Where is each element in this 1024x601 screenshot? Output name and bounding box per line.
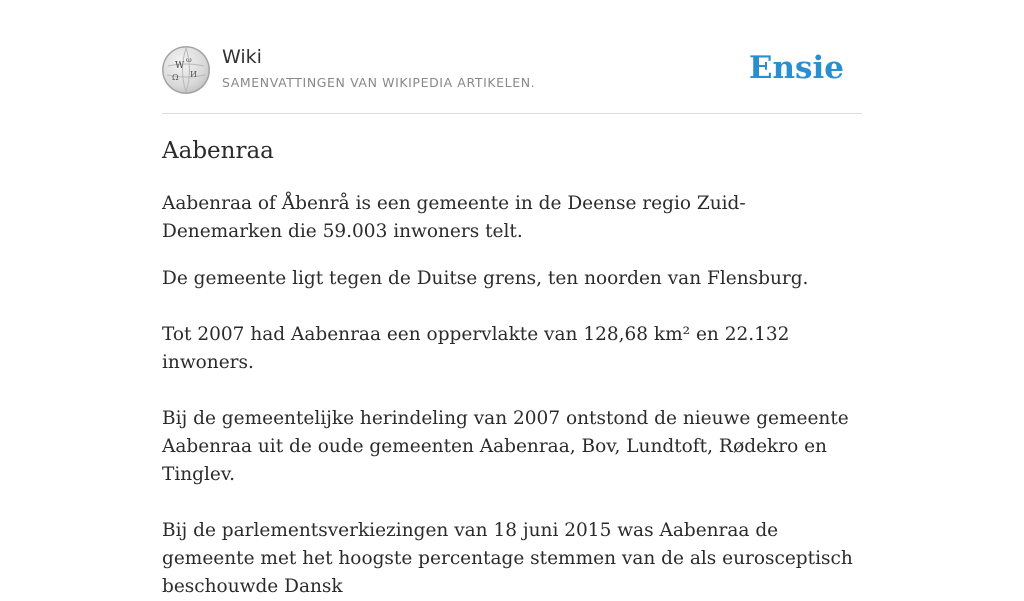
article-paragraph-1: Aabenraa of Åbenrå is een gemeente in de Deense regio Zuid-Denemarken die 59.003 inwoners telt. [162, 193, 746, 242]
wikipedia-globe-icon[interactable] [162, 46, 210, 94]
article-paragraph-2: De gemeente ligt tegen de Duitse grens, ten noorden van Flensburg. [162, 268, 809, 289]
header-divider [162, 113, 862, 114]
svg-text:W: W [175, 61, 185, 71]
ensie-logo-link[interactable]: Ensie [748, 50, 844, 86]
svg-text:ω: ω [186, 56, 192, 64]
site-header [162, 46, 862, 114]
article-body [162, 190, 862, 601]
site-subtitle: SAMENVATTINGEN VAN WIKIPEDIA ARTIKELEN. [222, 75, 536, 90]
article-paragraph-5: Bij de parlementsverkiezingen van 18 juni 2015 was Aabenraa de gemeente met het hoogste percentage stemmen van de als eurosceptisch beschouwde Dansk [162, 520, 853, 597]
article-title: Aabenraa [162, 138, 274, 164]
site-title[interactable]: Wiki [222, 46, 262, 68]
article-paragraph-4: Bij de gemeentelijke herindeling van 2007 ontstond de nieuwe gemeente Aabenraa uit de oude gemeenten Aabenraa, Bov, Lundtoft, Rødekro en Tinglev. [162, 408, 849, 485]
article-paragraph-3: Tot 2007 had Aabenraa een oppervlakte van 128,68 km² en 22.132 inwoners. [162, 324, 790, 373]
svg-text:Ω: Ω [172, 73, 179, 82]
svg-text:И: И [190, 70, 197, 79]
